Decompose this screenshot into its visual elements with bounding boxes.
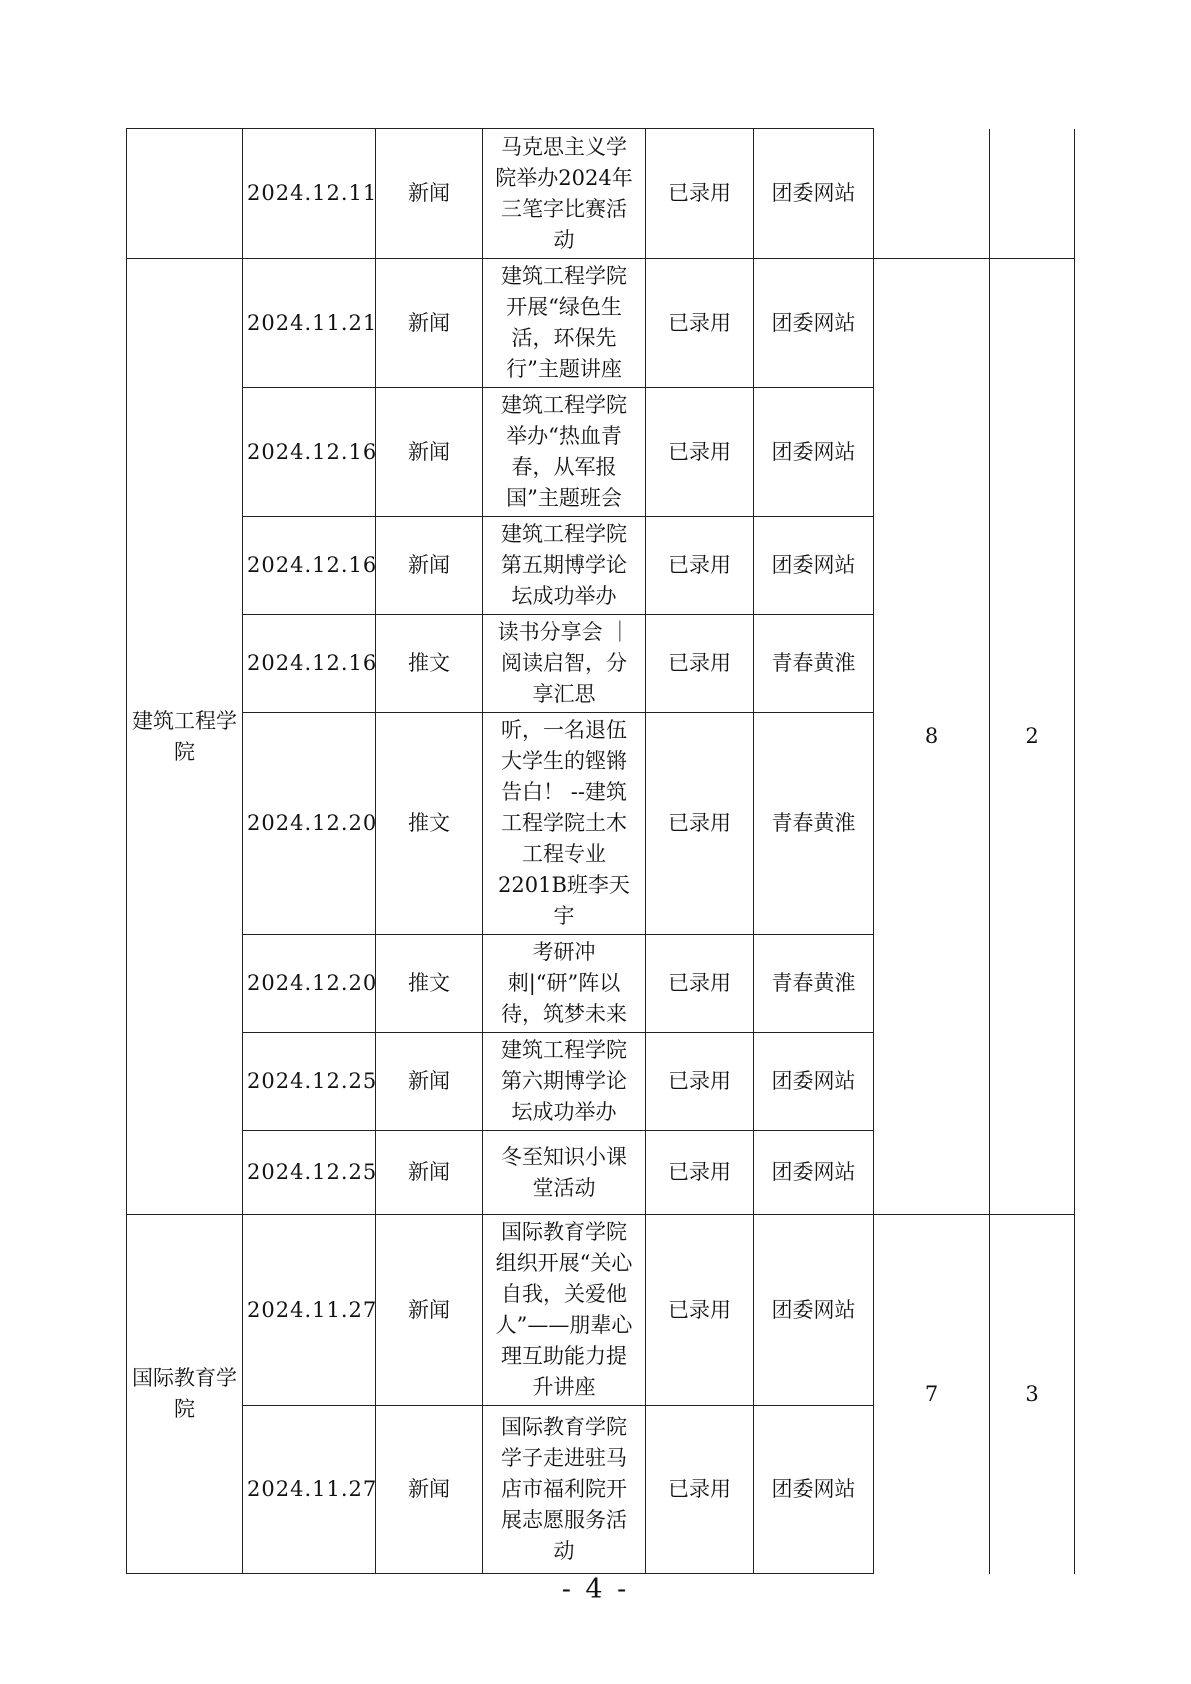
type-cell: 新闻 [376, 1406, 483, 1574]
college-cell: 建筑工程学院 [127, 259, 243, 1215]
date-cell: 2024.12.20 [243, 713, 376, 935]
page-number: - 4 - [561, 1574, 630, 1605]
count-cell [874, 129, 990, 259]
platform-cell: 青春黄淮 [754, 615, 874, 713]
title-cell: 国际教育学院组织开展“关心自我，关爱他人”——朋辈心理互助能力提升讲座 [483, 1215, 646, 1406]
platform-cell: 青春黄淮 [754, 935, 874, 1033]
platform-cell: 团委网站 [754, 1406, 874, 1574]
status-cell: 已录用 [646, 935, 754, 1033]
date-cell: 2024.11.27 [243, 1406, 376, 1574]
title-cell: 建筑工程学院第五期博学论坛成功举办 [483, 517, 646, 615]
date-cell: 2024.12.20 [243, 935, 376, 1033]
platform-cell: 青春黄淮 [754, 713, 874, 935]
title-cell: 听，一名退伍大学生的铿锵告白！ --建筑工程学院土木工程专业2201B班李天宇 [483, 713, 646, 935]
status-cell: 已录用 [646, 713, 754, 935]
title-cell: 冬至知识小课堂活动 [483, 1131, 646, 1215]
title-cell: 建筑工程学院举办“热血青春，从军报国”主题班会 [483, 388, 646, 517]
type-cell: 新闻 [376, 1033, 483, 1131]
date-cell: 2024.11.21 [243, 259, 376, 388]
date-cell: 2024.12.25 [243, 1131, 376, 1215]
table-row [127, 1215, 1075, 1406]
status-cell: 已录用 [646, 388, 754, 517]
status-cell: 已录用 [646, 129, 754, 259]
type-cell: 新闻 [376, 1131, 483, 1215]
title-cell: 考研冲刺|“研”阵以待，筑梦未来 [483, 935, 646, 1033]
status-cell: 已录用 [646, 1033, 754, 1131]
type-cell: 新闻 [376, 517, 483, 615]
type-cell: 新闻 [376, 1215, 483, 1406]
type-cell: 新闻 [376, 129, 483, 259]
count2-cell: 2 [990, 259, 1075, 1215]
title-cell: 建筑工程学院开展“绿色生活，环保先行”主题讲座 [483, 259, 646, 388]
date-cell: 2024.12.16 [243, 517, 376, 615]
type-cell: 新闻 [376, 259, 483, 388]
status-cell: 已录用 [646, 1131, 754, 1215]
date-cell: 2024.12.11 [243, 129, 376, 259]
platform-cell: 团委网站 [754, 1131, 874, 1215]
date-cell: 2024.12.16 [243, 615, 376, 713]
college-cell [127, 129, 243, 259]
count2-cell [990, 129, 1075, 259]
table-row [127, 259, 1075, 388]
status-cell: 已录用 [646, 1406, 754, 1574]
status-cell: 已录用 [646, 615, 754, 713]
college-cell: 国际教育学院 [127, 1215, 243, 1574]
count-cell: 7 [874, 1215, 990, 1574]
status-cell: 已录用 [646, 1215, 754, 1406]
type-cell: 推文 [376, 615, 483, 713]
type-cell: 推文 [376, 713, 483, 935]
title-cell: 马克思主义学院举办2024年三笔字比赛活动 [483, 129, 646, 259]
platform-cell: 团委网站 [754, 259, 874, 388]
title-cell: 建筑工程学院第六期博学论坛成功举办 [483, 1033, 646, 1131]
platform-cell: 团委网站 [754, 388, 874, 517]
status-cell: 已录用 [646, 517, 754, 615]
date-cell: 2024.11.27 [243, 1215, 376, 1406]
article-record-table [126, 128, 1075, 1574]
platform-cell: 团委网站 [754, 1215, 874, 1406]
platform-cell: 团委网站 [754, 517, 874, 615]
count2-cell: 3 [990, 1215, 1075, 1574]
platform-cell: 团委网站 [754, 129, 874, 259]
type-cell: 新闻 [376, 388, 483, 517]
date-cell: 2024.12.16 [243, 388, 376, 517]
title-cell: 国际教育学院学子走进驻马店市福利院开展志愿服务活动 [483, 1406, 646, 1574]
status-cell: 已录用 [646, 259, 754, 388]
type-cell: 推文 [376, 935, 483, 1033]
date-cell: 2024.12.25 [243, 1033, 376, 1131]
count-cell: 8 [874, 259, 990, 1215]
title-cell: 读书分享会 ｜阅读启智，分享汇思 [483, 615, 646, 713]
table-row [127, 129, 1075, 259]
platform-cell: 团委网站 [754, 1033, 874, 1131]
